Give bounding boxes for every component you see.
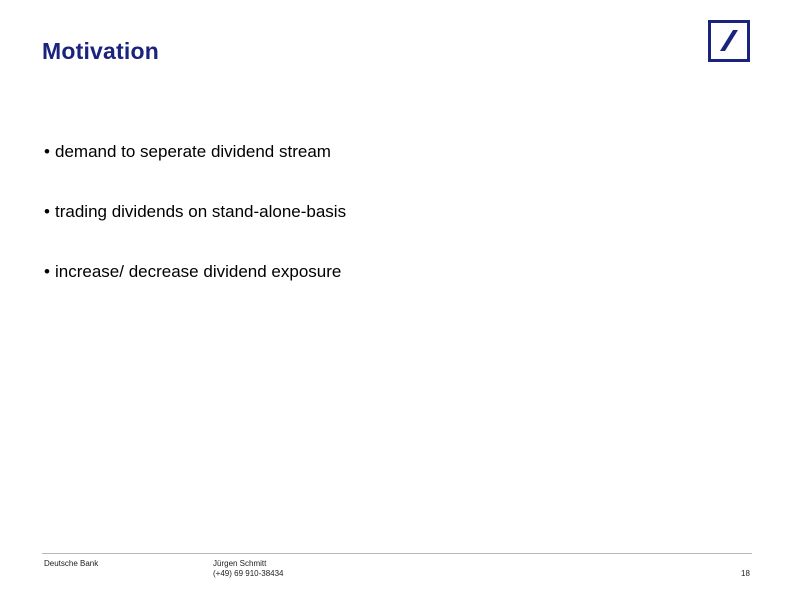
bullet-text: demand to seperate dividend stream bbox=[55, 142, 331, 161]
page-number: 18 bbox=[741, 569, 750, 578]
footer-author-name: Jürgen Schmitt bbox=[213, 559, 267, 568]
bullet-text: trading dividends on stand-alone-basis bbox=[55, 202, 347, 221]
bullet-item bbox=[44, 202, 346, 222]
bullet-marker: • bbox=[44, 202, 50, 221]
deutsche-bank-logo-icon bbox=[708, 20, 750, 62]
footer-divider bbox=[42, 553, 752, 554]
bullet-marker: • bbox=[44, 142, 50, 161]
bullet-item bbox=[44, 142, 331, 162]
footer-author-phone: (+49) 69 910-38434 bbox=[213, 569, 284, 578]
bullet-marker: • bbox=[44, 262, 50, 281]
bullet-text: increase/ decrease dividend exposure bbox=[55, 262, 342, 281]
footer-company: Deutsche Bank bbox=[44, 559, 99, 568]
slide-title: Motivation bbox=[42, 38, 159, 64]
bullet-item bbox=[44, 262, 341, 282]
